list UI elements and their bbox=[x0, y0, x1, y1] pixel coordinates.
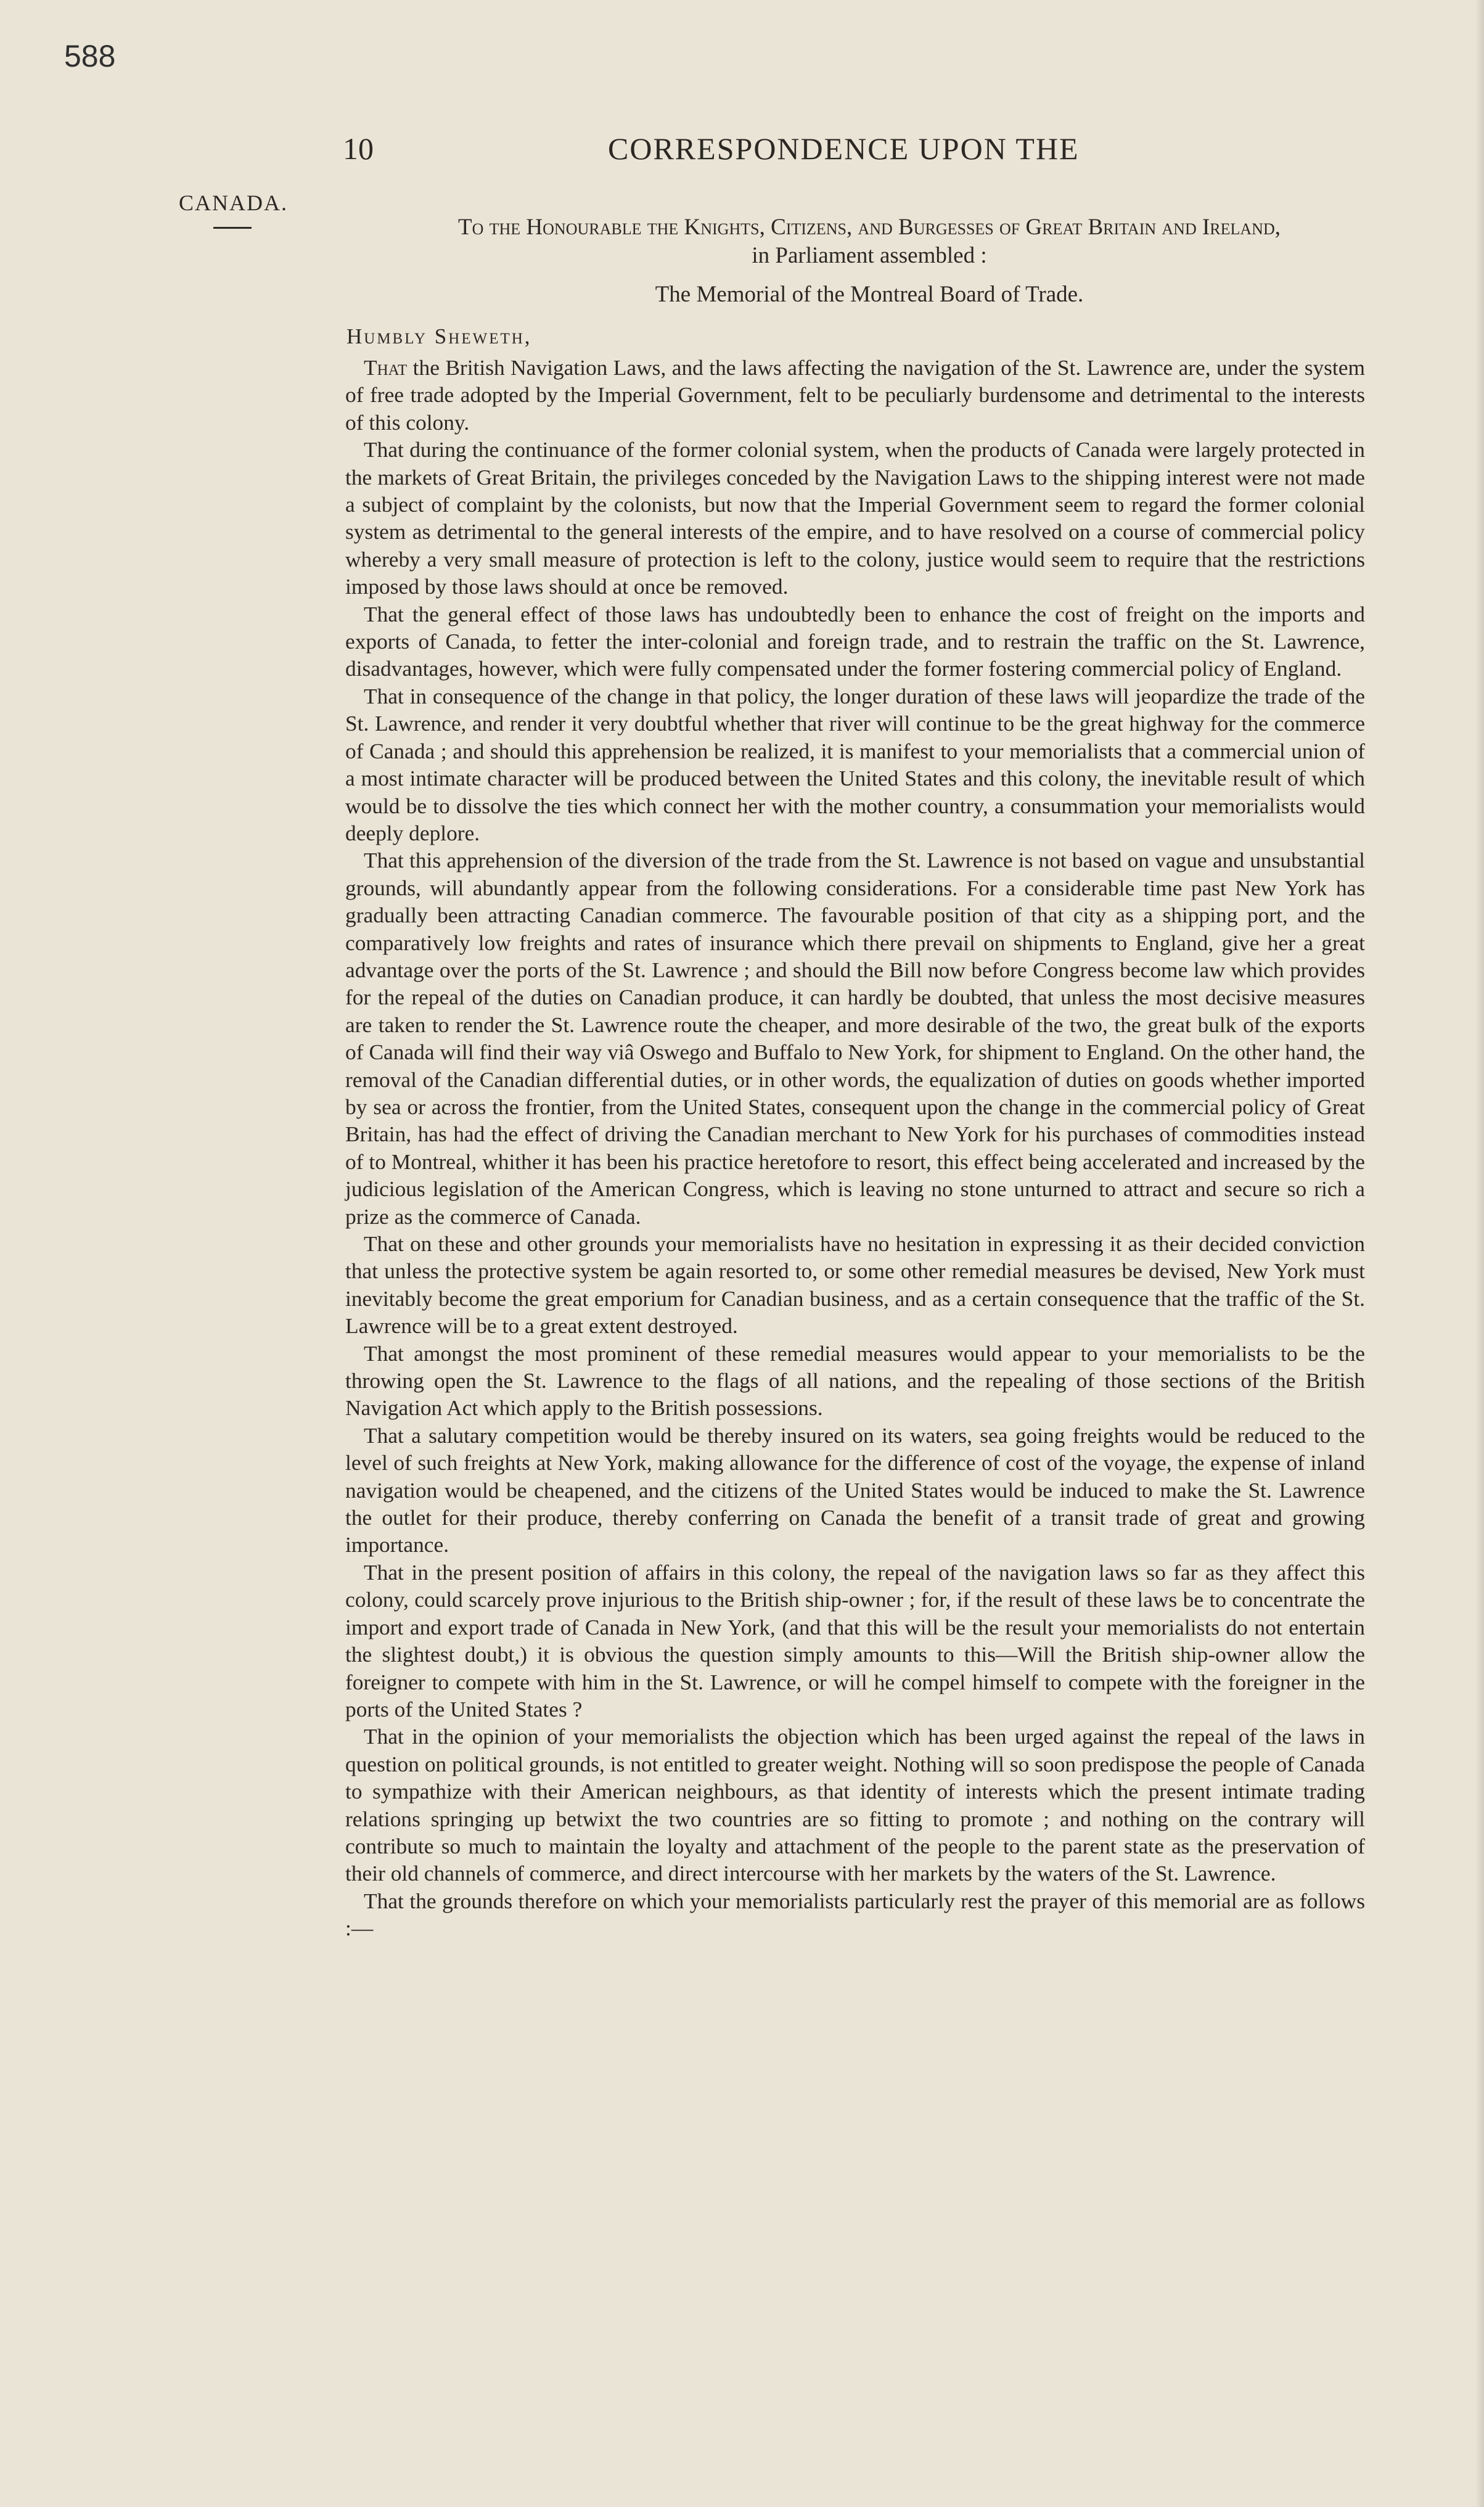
memorial-body bbox=[345, 354, 1365, 1942]
body-paragraph: That in consequence of the change in that policy, the longer duration of these laws will jeopardize the trade of the St. Lawrence, and render it very doubtful whether that river will continue to be the great highway for the commerce of Canada ; and should this apprehension be realized, it is manifest to your memorialists that a commercial union of a most intimate character will be produced between the United States and this colony, the inevitable result of which would be to dissolve the ties which connect her with the mother country, a consummation your memorialists would deeply deplore. bbox=[345, 683, 1365, 845]
body-paragraph: That on these and other grounds your memorialists have no hesitation in expressing it as their decided conviction that unless the protective system be again resorted to, or some other remedial measures be devised, New York must inevitably become the great emporium for Canadian business, and as a certain consequence that the traffic of the St. Lawrence will be to a great extent destroyed. bbox=[345, 1231, 1365, 1339]
body-paragraph: That this apprehension of the diversion of the trade from the St. Lawrence is not based on vague and unsubstantial grounds, will abundantly appear from the following considerations. For a considerable time past New York has gradually been attracting Canadian commerce. The favourable position of that city as a shipping port, and the comparatively low freights and rates of insurance which there prevail on shipments to England, give her a great advantage over the ports of the St. Lawrence ; and should the Bill now before Congress become law which provides for the repeal of the duties on Canadian produce, it can hardly be doubted, that unless the most decisive measures are taken to render the St. Lawrence route the cheaper, and more desirable of the two, the great bulk of the exports of Canada will find their way viâ Oswego and Buffalo to New York, for shipment to England. On the other hand, the removal of the Canadian differential duties, or in other words, the equalization of duties on goods whether imported by sea or across the frontier, from the United States, consequent upon the change in the commercial policy of Great Britain, has had the effect of driving the Canadian merchant to New York for his purchases of commodities instead of to Montreal, whither it has been his practice heretofore to resort, this effect being accelerated and increased by the judicious legislation of the American Congress, which is leaving no stone unturned to attract and secure so rich a prize as the commerce of Canada. bbox=[345, 848, 1365, 1229]
body-paragraph: That a salutary competition would be thereby insured on its waters, sea going freights would be reduced to the level of such freights at New York, making allowance for the difference of cost of the voyage, the expense of inland navigation would be cheapened, and the citizens of the United States would be induced to make the St. Lawrence the outlet for their produce, thereby conferring on Canada the benefit of a transit trade of great and growing importance. bbox=[345, 1422, 1365, 1557]
address-line-2: in Parliament assembled : bbox=[752, 243, 987, 268]
running-header bbox=[0, 123, 1484, 173]
memorial-title: The Memorial of the Montreal Board of Trade. bbox=[655, 282, 1084, 307]
margin-rule bbox=[213, 227, 252, 229]
body-paragraph: That the grounds therefore on which your memorialists particularly rest the prayer of this memorial are as follows :— bbox=[345, 1888, 1365, 1941]
address-block bbox=[345, 213, 1393, 270]
running-page-number: 10 bbox=[343, 131, 374, 166]
opening-paragraph bbox=[345, 354, 1365, 436]
margin-note-canada: CANADA. bbox=[179, 191, 289, 215]
opening-lead-word: That bbox=[364, 355, 408, 380]
opening-text: the British Navigation Laws, and the laws affecting the navigation of the St. Lawrence are, under the system of free trade adopted by the Imperial Government, felt to be peculiarly burdensome and detrimental to the interests of this colony. bbox=[345, 355, 1365, 435]
body-paragraph: That the general effect of those laws has undoubtedly been to enhance the cost of freight on the imports and exports of Canada, to fetter the inter-colonial and foreign trade, and to restrain the traffic on the St. Lawrence, disadvantages, however, which were fully compensated under the former fostering commercial policy of England. bbox=[345, 601, 1365, 681]
body-paragraph: That in the present position of affairs in this colony, the repeal of the navigation laws so far as they affect this colony, could scarcely prove injurious to the British ship-owner ; for, if the result of these laws be to concentrate the import and export trade of Canada in New York, (and that this will be the result your memorialists do not entertain the slightest doubt,) it is obvious the question simply amounts to this—Will the British ship-owner allow the foreigner to compete with him in the St. Lawrence, or will he compel himself to compete with the foreigner in the ports of the United States ? bbox=[345, 1559, 1365, 1721]
address-line-1: To the Honourable the Knights, Citizens, and Burgesses of Great Britain and Ireland, bbox=[458, 215, 1281, 240]
body-paragraph: That in the opinion of your memorialists the objection which has been urged against the repeal of the laws in question on political grounds, is not entitled to greater weight. Nothing will so soon predispose the people of Canada to sympathize with their American neighbours, as that identity of interests which the present intimate trading relations springing up betwixt the two countries are so fitting to promote ; and nothing on the contrary will contribute so much to maintain the loyalty and attachment of the people to the parent state as the preservation of their old channels of commerce, and direct intercourse with her markets by the waters of the St. Lawrence. bbox=[345, 1724, 1365, 1886]
running-title: CORRESPONDENCE UPON THE bbox=[608, 131, 1080, 166]
body-paragraph: That during the continuance of the former colonial system, when the products of Canada were largely protected in the markets of Great Britain, the privileges conceded by the Navigation Laws to the shipping interest were not made a subject of complaint by the colonists, but now that the Imperial Government seem to regard the former colonial system as detrimental to the general interests of the empire, and to have resolved on a course of commercial policy whereby a very small measure of protection is left to the colony, justice would seem to require that the restrictions imposed by those laws should at once be removed. bbox=[345, 437, 1365, 599]
body-paragraph: That amongst the most prominent of these remedial measures would appear to your memorialists to be the throwing open the St. Lawrence to the flags of all nations, and the repealing of those sections of the British Navigation Act which apply to the British possessions. bbox=[345, 1340, 1365, 1421]
salutation: Humbly Sheweth, bbox=[346, 324, 532, 348]
page-edge-shadow bbox=[1475, 0, 1484, 2507]
page-stamp-number: 588 bbox=[64, 39, 116, 73]
